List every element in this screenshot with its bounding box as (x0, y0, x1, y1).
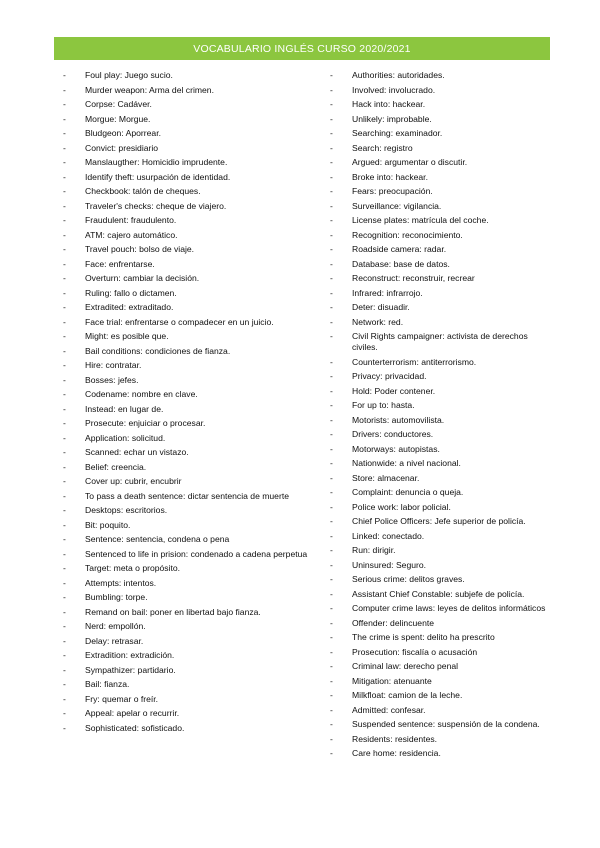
vocabulary-text: Application: solicitud. (85, 432, 166, 443)
vocabulary-text: Uninsured: Seguro. (352, 559, 427, 570)
vocabulary-text: Sentence: sentencia, condena o pena (85, 534, 230, 544)
bullet-dash: - (63, 113, 66, 124)
bullet-dash: - (63, 505, 66, 515)
bullet-dash: - (330, 443, 333, 454)
vocabulary-entry (330, 502, 552, 513)
bullet-dash: - (330, 458, 333, 469)
bullet-dash: - (63, 679, 66, 689)
vocabulary-text: Police work: labor policial. (352, 501, 451, 512)
bullet-dash: - (330, 215, 333, 225)
vocabulary-text: Infrared: infrarrojo. (352, 287, 423, 298)
vocabulary-entry (63, 85, 325, 96)
vocabulary-text: Sentenced to life in prision: condenado a cadena perpetua (85, 548, 308, 559)
vocabulary-entry (330, 458, 552, 469)
vocabulary-entry (330, 371, 552, 382)
vocabulary-text: Complaint: denuncia o queja. (352, 487, 464, 498)
bullet-dash: - (330, 617, 333, 628)
vocabulary-entry (63, 143, 325, 154)
vocabulary-text: Privacy: privacidad. (352, 371, 427, 382)
bullet-dash: - (330, 70, 333, 80)
bullet-dash: - (63, 200, 66, 211)
vocabulary-text: Care home: residencia. (352, 748, 441, 759)
bullet-dash: - (330, 84, 333, 95)
vocabulary-entry (330, 589, 552, 600)
bullet-dash: - (330, 113, 333, 124)
vocabulary-text: Fry: quemar o freír. (85, 693, 159, 704)
vocabulary-text: For up to: hasta. (352, 400, 415, 411)
bullet-dash: - (330, 356, 333, 367)
bullet-dash: - (63, 215, 66, 225)
vocabulary-entry (63, 346, 325, 357)
vocabulary-entry (63, 549, 325, 560)
bullet-dash: - (63, 621, 66, 631)
bullet-dash: - (330, 429, 333, 440)
bullet-dash: - (330, 316, 333, 327)
vocabulary-entry (330, 114, 552, 125)
vocabulary-text: License plates: matrícula del coche. (352, 215, 489, 225)
bullet-dash: - (63, 142, 66, 153)
vocabulary-entry (63, 476, 325, 487)
vocabulary-entry (63, 505, 325, 516)
bullet-dash: - (63, 128, 66, 138)
vocabulary-entry (63, 172, 325, 183)
bullet-dash: - (63, 287, 66, 298)
bullet-dash: - (63, 374, 66, 385)
bullet-dash: - (63, 389, 66, 399)
vocabulary-text: Searching: examinador. (352, 128, 443, 138)
vocabulary-text: Broke into: hackear. (352, 171, 428, 182)
vocabulary-entry (330, 186, 552, 197)
bullet-dash: - (330, 157, 333, 167)
vocabulary-text: To pass a death sentence: dictar sentencia de muerte (85, 490, 289, 501)
bullet-dash: - (63, 258, 66, 269)
vocabulary-text: Unlikely: improbable. (352, 113, 432, 124)
bullet-dash: - (63, 534, 66, 544)
vocabulary-entry (330, 273, 552, 284)
vocabulary-entry (330, 128, 552, 139)
vocabulary-text: Bosses: jefes. (85, 374, 139, 385)
vocabulary-text: Overturn: cambiar la decisión. (85, 273, 200, 283)
vocabulary-list-left (63, 70, 325, 737)
vocabulary-text: Checkbook: talón de cheques. (85, 186, 201, 196)
vocabulary-text: Codename: nombre en clave. (85, 389, 198, 399)
vocabulary-text: Motorways: autopistas. (352, 443, 440, 454)
vocabulary-entry (63, 273, 325, 284)
bullet-dash: - (330, 273, 333, 283)
vocabulary-text: Surveillance: vigilancia. (352, 200, 442, 211)
vocabulary-text: Attempts: intentos. (85, 577, 157, 588)
bullet-dash: - (330, 516, 333, 527)
bullet-dash: - (330, 603, 333, 614)
vocabulary-entry (63, 288, 325, 299)
vocabulary-entry (330, 172, 552, 183)
vocabulary-entry (63, 186, 325, 197)
vocabulary-text: Ruling: fallo o dictamen. (85, 287, 177, 298)
vocabulary-entry (63, 708, 325, 719)
vocabulary-entry (330, 705, 552, 716)
bullet-dash: - (330, 530, 333, 541)
bullet-dash: - (63, 461, 66, 472)
vocabulary-text: Linked: conectado. (352, 530, 425, 541)
vocabulary-text: Traveler's checks: cheque de viajero. (85, 200, 227, 211)
vocabulary-text: Target: meta o propósito. (85, 563, 181, 573)
bullet-dash: - (330, 371, 333, 382)
vocabulary-entry (330, 99, 552, 110)
vocabulary-text: Counterterrorism: antiterrorismo. (352, 356, 477, 367)
vocabulary-text: Network: red. (352, 316, 404, 327)
vocabulary-entry (63, 360, 325, 371)
vocabulary-entry (330, 473, 552, 484)
bullet-dash: - (63, 171, 66, 182)
bullet-dash: - (63, 693, 66, 704)
vocabulary-entry (330, 661, 552, 672)
bullet-dash: - (330, 171, 333, 182)
vocabulary-entry (330, 357, 552, 368)
bullet-dash: - (63, 548, 66, 559)
bullet-dash: - (330, 414, 333, 425)
page-title: VOCABULARIO INGLÉS CURSO 2020/2021 (193, 42, 411, 55)
vocabulary-text: Prosecute: enjuiciar o procesar. (85, 418, 206, 428)
vocabulary-entry (330, 331, 552, 353)
vocabulary-text: Face: enfrentarse. (85, 258, 155, 269)
bullet-dash: - (63, 635, 66, 646)
vocabulary-entry (63, 389, 325, 400)
bullet-dash: - (330, 128, 333, 138)
vocabulary-entry (63, 636, 325, 647)
bullet-dash: - (330, 287, 333, 298)
vocabulary-entry (63, 259, 325, 270)
vocabulary-entry (63, 114, 325, 125)
vocabulary-text: Recognition: reconocimiento. (352, 229, 463, 240)
vocabulary-text: Civil Rights campaigner: activista de derechos civiles. (352, 331, 528, 353)
vocabulary-entry (63, 578, 325, 589)
vocabulary-entry (330, 70, 552, 81)
vocabulary-text: Offender: delincuente (352, 617, 435, 628)
vocabulary-entry (330, 317, 552, 328)
vocabulary-text: Authorities: autoridades. (352, 70, 445, 80)
bullet-dash: - (63, 650, 66, 660)
vocabulary-entry (330, 302, 552, 313)
vocabulary-text: Hack into: hackear. (352, 99, 426, 109)
bullet-dash: - (330, 244, 333, 254)
vocabulary-entry (330, 288, 552, 299)
vocabulary-text: Manslaugther: Homicidio imprudente. (85, 157, 228, 167)
bullet-dash: - (330, 719, 333, 730)
bullet-dash: - (63, 708, 66, 718)
vocabulary-entry (330, 719, 552, 730)
vocabulary-text: Bail: fianza. (85, 679, 130, 689)
vocabulary-entry (330, 259, 552, 270)
bullet-dash: - (330, 99, 333, 109)
vocabulary-entry (330, 157, 552, 168)
title-banner (54, 37, 550, 60)
vocabulary-entry (330, 215, 552, 226)
vocabulary-entry (330, 244, 552, 255)
vocabulary-entry (330, 647, 552, 658)
bullet-dash: - (63, 577, 66, 588)
vocabulary-list-right (330, 70, 552, 763)
bullet-dash: - (63, 606, 66, 617)
vocabulary-text: Murder weapon: Arma del crimen. (85, 84, 214, 95)
vocabulary-text: Mitigation: atenuante (352, 675, 432, 686)
vocabulary-entry (63, 215, 325, 226)
vocabulary-entry (63, 404, 325, 415)
vocabulary-text: Involved: involucrado. (352, 84, 436, 95)
vocabulary-text: Morgue: Morgue. (85, 113, 151, 124)
bullet-dash: - (63, 244, 66, 254)
bullet-dash: - (63, 229, 66, 240)
vocabulary-entry (330, 85, 552, 96)
vocabulary-text: Foul play: Juego sucio. (85, 70, 173, 80)
vocabulary-text: Search: registro (352, 142, 413, 153)
bullet-dash: - (330, 501, 333, 512)
bullet-dash: - (330, 559, 333, 570)
vocabulary-text: Run: dirigir. (352, 545, 396, 556)
bullet-dash: - (63, 664, 66, 675)
bullet-dash: - (330, 302, 333, 312)
vocabulary-entry (63, 650, 325, 661)
vocabulary-text: Sympathizer: partidario. (85, 664, 176, 675)
vocabulary-entry (330, 734, 552, 745)
vocabulary-text: Deter: disuadir. (352, 302, 410, 312)
bullet-dash: - (330, 258, 333, 269)
bullet-dash: - (63, 432, 66, 443)
vocabulary-text: Database: base de datos. (352, 258, 450, 269)
vocabulary-entry (330, 444, 552, 455)
bullet-dash: - (330, 588, 333, 599)
vocabulary-entry (63, 723, 325, 734)
vocabulary-entry (63, 607, 325, 618)
vocabulary-text: Argued: argumentar o discutir. (352, 157, 468, 167)
vocabulary-text: Appeal: apelar o recurrir. (85, 708, 180, 718)
vocabulary-entry (63, 679, 325, 690)
bullet-dash: - (330, 733, 333, 744)
bullet-dash: - (63, 302, 66, 312)
vocabulary-entry (330, 143, 552, 154)
vocabulary-text: Motorists: automovilista. (352, 414, 445, 425)
vocabulary-text: Belief: creencia. (85, 461, 147, 472)
bullet-dash: - (63, 360, 66, 370)
bullet-dash: - (63, 519, 66, 530)
vocabulary-text: Travel pouch: bolso de viaje. (85, 244, 195, 254)
bullet-dash: - (63, 157, 66, 167)
vocabulary-text: Instead: en lugar de. (85, 403, 164, 414)
bullet-dash: - (330, 186, 333, 196)
vocabulary-entry (63, 201, 325, 212)
vocabulary-text: Suspended sentence: suspensión de la condena. (352, 719, 540, 730)
vocabulary-text: Hire: contratar. (85, 360, 142, 370)
vocabulary-text: Criminal law: derecho penal (352, 661, 459, 672)
vocabulary-entry (63, 534, 325, 545)
vocabulary-entry (330, 560, 552, 571)
vocabulary-text: Reconstruct: reconstruir, recrear (352, 273, 475, 283)
bullet-dash: - (63, 403, 66, 414)
vocabulary-text: Residents: residentes. (352, 733, 438, 744)
vocabulary-text: ATM: cajero automático. (85, 229, 178, 240)
vocabulary-text: Roadside camera: radar. (352, 244, 447, 254)
bullet-dash: - (63, 316, 66, 327)
vocabulary-entry (330, 386, 552, 397)
vocabulary-text: Sophisticated: sofisticado. (85, 722, 185, 733)
vocabulary-text: Fears: preocupación. (352, 186, 433, 196)
vocabulary-entry (63, 317, 325, 328)
vocabulary-text: Assistant Chief Constable: subjefe de policía. (352, 588, 525, 599)
vocabulary-entry (63, 563, 325, 574)
vocabulary-entry (330, 603, 552, 614)
vocabulary-text: Nationwide: a nivel nacional. (352, 458, 461, 469)
vocabulary-text: Identify theft: usurpación de identidad. (85, 171, 231, 182)
vocabulary-text: Face trial: enfrentarse o compadecer en un juicio. (85, 316, 274, 327)
bullet-dash: - (330, 632, 333, 643)
vocabulary-text: Drivers: conductores. (352, 429, 434, 440)
bullet-dash: - (63, 490, 66, 501)
vocabulary-entry (330, 415, 552, 426)
vocabulary-entry (63, 302, 325, 313)
vocabulary-text: Milkfloat: camion de la leche. (352, 690, 463, 701)
vocabulary-entry (63, 99, 325, 110)
vocabulary-entry (330, 545, 552, 556)
vocabulary-text: Chief Police Officers: Jefe superior de policía. (352, 516, 526, 527)
bullet-dash: - (63, 331, 66, 341)
vocabulary-entry (63, 70, 325, 81)
vocabulary-text: The crime is spent: delito ha prescrito (352, 632, 495, 643)
vocabulary-entry (330, 400, 552, 411)
vocabulary-entry (63, 520, 325, 531)
vocabulary-entry (63, 331, 325, 342)
vocabulary-entry (330, 574, 552, 585)
vocabulary-entry (330, 230, 552, 241)
vocabulary-entry (330, 748, 552, 759)
vocabulary-entry (63, 433, 325, 444)
vocabulary-text: Serious crime: delitos graves. (352, 574, 465, 585)
bullet-dash: - (330, 487, 333, 498)
vocabulary-text: Prosecution: fiscalía o acusación (352, 646, 478, 657)
bullet-dash: - (63, 722, 66, 733)
vocabulary-entry (63, 230, 325, 241)
bullet-dash: - (63, 447, 66, 457)
vocabulary-entry (330, 487, 552, 498)
vocabulary-entry (63, 694, 325, 705)
bullet-dash: - (63, 84, 66, 95)
vocabulary-entry (330, 632, 552, 643)
bullet-dash: - (63, 70, 66, 80)
bullet-dash: - (63, 99, 66, 109)
bullet-dash: - (63, 563, 66, 573)
vocabulary-text: Store: almacenar. (352, 472, 420, 483)
vocabulary-text: Fraudulent: fraudulento. (85, 215, 177, 225)
vocabulary-text: Admitted: confesar. (352, 704, 426, 715)
bullet-dash: - (63, 592, 66, 602)
vocabulary-text: Bit: poquito. (85, 519, 131, 530)
bullet-dash: - (330, 331, 333, 341)
vocabulary-text: Computer crime laws: leyes de delitos informáticos (352, 603, 546, 614)
vocabulary-entry (63, 128, 325, 139)
vocabulary-text: Scanned: echar un vistazo. (85, 447, 189, 457)
bullet-dash: - (330, 545, 333, 556)
bullet-dash: - (63, 345, 66, 356)
bullet-dash: - (330, 142, 333, 153)
vocabulary-entry (63, 491, 325, 502)
vocabulary-entry (330, 676, 552, 687)
bullet-dash: - (63, 186, 66, 196)
vocabulary-text: Bumbling: torpe. (85, 592, 148, 602)
vocabulary-entry (330, 690, 552, 701)
bullet-dash: - (330, 690, 333, 701)
vocabulary-entry (63, 375, 325, 386)
bullet-dash: - (63, 476, 66, 486)
bullet-dash: - (330, 675, 333, 686)
vocabulary-text: Corpse: Cadáver. (85, 99, 152, 109)
vocabulary-entry (330, 429, 552, 440)
vocabulary-entry (330, 618, 552, 629)
vocabulary-text: Cover up: cubrir, encubrir (85, 476, 182, 486)
bullet-dash: - (330, 472, 333, 483)
vocabulary-text: Remand on bail: poner en libertad bajo fianza. (85, 606, 261, 617)
vocabulary-text: Bludgeon: Aporrear. (85, 128, 161, 138)
bullet-dash: - (330, 748, 333, 759)
vocabulary-entry (63, 244, 325, 255)
bullet-dash: - (63, 273, 66, 283)
bullet-dash: - (330, 385, 333, 396)
bullet-dash: - (330, 574, 333, 585)
vocabulary-text: Extradition: extradición. (85, 650, 175, 660)
vocabulary-entry (63, 418, 325, 429)
vocabulary-text: Might: es posible que. (85, 331, 169, 341)
vocabulary-entry (330, 516, 552, 527)
vocabulary-text: Desktops: escritorios. (85, 505, 168, 515)
bullet-dash: - (63, 418, 66, 428)
vocabulary-text: Hold: Poder contener. (352, 385, 436, 396)
vocabulary-entry (63, 621, 325, 632)
vocabulary-text: Convict: presidiario (85, 142, 159, 153)
vocabulary-entry (63, 157, 325, 168)
bullet-dash: - (330, 661, 333, 672)
vocabulary-entry (330, 201, 552, 212)
bullet-dash: - (330, 200, 333, 211)
bullet-dash: - (330, 646, 333, 657)
vocabulary-entry (63, 462, 325, 473)
bullet-dash: - (330, 229, 333, 240)
vocabulary-entry (330, 531, 552, 542)
vocabulary-entry (63, 665, 325, 676)
bullet-dash: - (330, 704, 333, 715)
vocabulary-text: Delay: retrasar. (85, 635, 144, 646)
vocabulary-text: Bail conditions: condiciones de fianza. (85, 345, 231, 356)
bullet-dash: - (330, 400, 333, 411)
vocabulary-text: Nerd: empollón. (85, 621, 146, 631)
vocabulary-entry (63, 447, 325, 458)
vocabulary-text: Extradited: extraditado. (85, 302, 174, 312)
vocabulary-entry (63, 592, 325, 603)
